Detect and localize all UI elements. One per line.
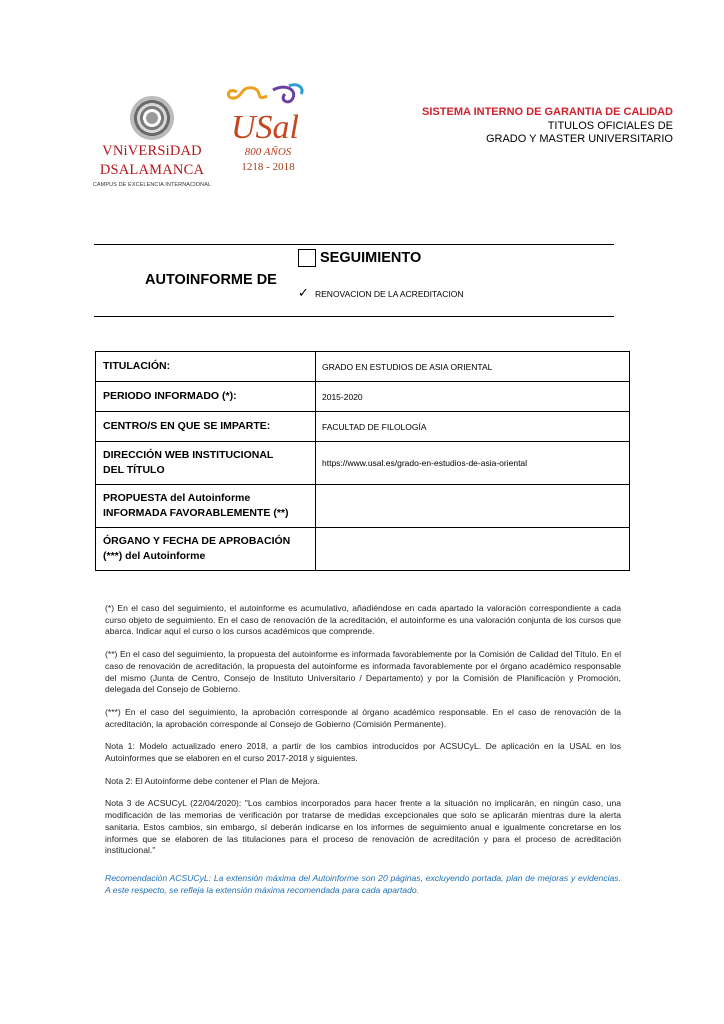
table-row-organo (96, 528, 630, 571)
table-row-direccion-web (96, 442, 630, 485)
university-tagline: CAMPUS DE EXCELENCIA INTERNACIONAL (92, 182, 212, 188)
note-asterisk-3: (***) En el caso del seguimiento, la aprobación corresponde al órgano académico responsable. En el caso de renovación de la acreditación, la aprobación corresponde al Consejo de Gobierno (Comisión Permanente). (105, 706, 621, 729)
seguimiento-option-label: SEGUIMIENTO (320, 250, 422, 266)
note-asterisk-2: (**) En el caso del seguimiento, la propuesta del autoinforme es informada favorablemente por la Comisión de Calidad del Título. En el caso de renovación de acreditación, la propuesta del autoinforme es informada favorablemente por el órgano académico responsable del mismo (Junta de Centro, Consejo de Instituto Universitario / Departamento) y por la Comisión de Planificación y Promoción, delegada del Consejo de Gobierno. (105, 649, 621, 695)
direccion-web-label: DIRECCIÓN WEB INSTITUCIONAL DEL TÍTULO (96, 442, 316, 485)
table-row-titulacion (96, 352, 630, 382)
document-header (380, 106, 673, 147)
bottom-divider (94, 316, 614, 317)
organo-value[interactable] (316, 528, 630, 571)
recommendation-note: Recomendación ACSUCyL: La extensión máxima del Autoinforme son 20 páginas, excluyendo portada, plan de mejoras y evidencias. A este respecto, se refleja la extensión máxima recomendada para cada apartado. (105, 872, 621, 895)
autoinforme-label: AUTOINFORME DE (145, 272, 277, 288)
header-system-title: SISTEMA INTERNO DE GARANTIA DE CALIDAD (422, 106, 673, 118)
periodo-label: PERIODO INFORMADO (*): (96, 382, 316, 412)
anniversary-mark: USal (231, 109, 299, 146)
table-row-propuesta (96, 485, 630, 528)
table-row-periodo (96, 382, 630, 412)
centro-value[interactable]: FACULTAD DE FILOLOGÍA (316, 412, 630, 442)
university-logo (92, 96, 212, 188)
organo-label: ÓRGANO Y FECHA DE APROBACIÓN (***) del Autoinforme (96, 528, 316, 571)
propuesta-value[interactable] (316, 485, 630, 528)
footnotes (105, 603, 621, 907)
periodo-value[interactable]: 2015-2020 (316, 382, 630, 412)
titulacion-value[interactable]: GRADO EN ESTUDIOS DE ASIA ORIENTAL (316, 352, 630, 382)
seguimiento-checkbox[interactable] (298, 249, 316, 267)
centro-label: CENTRO/S EN QUE SE IMPARTE: (96, 412, 316, 442)
anniversary-range: 1218 - 2018 (241, 161, 295, 173)
propuesta-label: PROPUESTA del Autoinforme INFORMADA FAVORABLEMENTE (**) (96, 485, 316, 528)
anniversary-logo (222, 82, 314, 192)
nota-1: Nota 1: Modelo actualizado enero 2018, a partir de los cambios introducidos por ACSUCyL. De aplicación en la USAL en los Autoinformes que se elaboren en el curso 2017-2018 y siguientes. (105, 741, 621, 764)
titulacion-label: TITULACIÓN: (96, 352, 316, 382)
renovacion-option-label: RENOVACION DE LA ACREDITACION (315, 289, 464, 299)
header-line2: TITULOS OFICIALES DE (547, 119, 673, 132)
note-asterisk-1: (*) En el caso del seguimiento, el autoinforme es acumulativo, añadiéndose en cada apartado la valoración correspondiente a cada curso objeto de seguimiento. En el caso de renovación de la acreditación, el autoinforme es una valoración conjunta de los cursos que abarca. Indicar aquí el curso o los cursos académicos que comprende. (105, 603, 621, 637)
table-row-centro (96, 412, 630, 442)
anniversary-emblem-icon (223, 82, 313, 148)
university-name-line1: VNiVERSiDAD (102, 143, 202, 159)
anniversary-years: 800 AÑOS (244, 146, 292, 158)
report-info-table (95, 351, 630, 571)
university-seal-icon (130, 96, 174, 140)
direccion-web-value[interactable]: https://www.usal.es/grado-en-estudios-de-asia-oriental (316, 442, 630, 485)
university-name-line2: DSALAMANCA (99, 162, 205, 178)
top-divider (94, 244, 614, 245)
renovacion-check-icon[interactable]: ✓ (298, 285, 309, 300)
nota-3: Nota 3 de ACSUCyL (22/04/2020): "Los cambios incorporados para hacer frente a la situación no implicarán, en ningún caso, una modificación de las memorias de verificación por tratarse de medidas excepcionales que solo se aplicarán mientras dure la alerta sanitaria. Estos cambios, sin embargo, sí deberán indicarse en los informes de seguimiento anual e igualmente concretarse en los informes que se elaboren de las titulaciones para el proceso de renovación de acreditación y para el proceso de acreditación institucional." (105, 798, 621, 856)
header-line3: GRADO Y MASTER UNIVERSITARIO (485, 133, 673, 145)
nota-2: Nota 2: El Autoinforme debe contener el Plan de Mejora. (105, 775, 320, 786)
